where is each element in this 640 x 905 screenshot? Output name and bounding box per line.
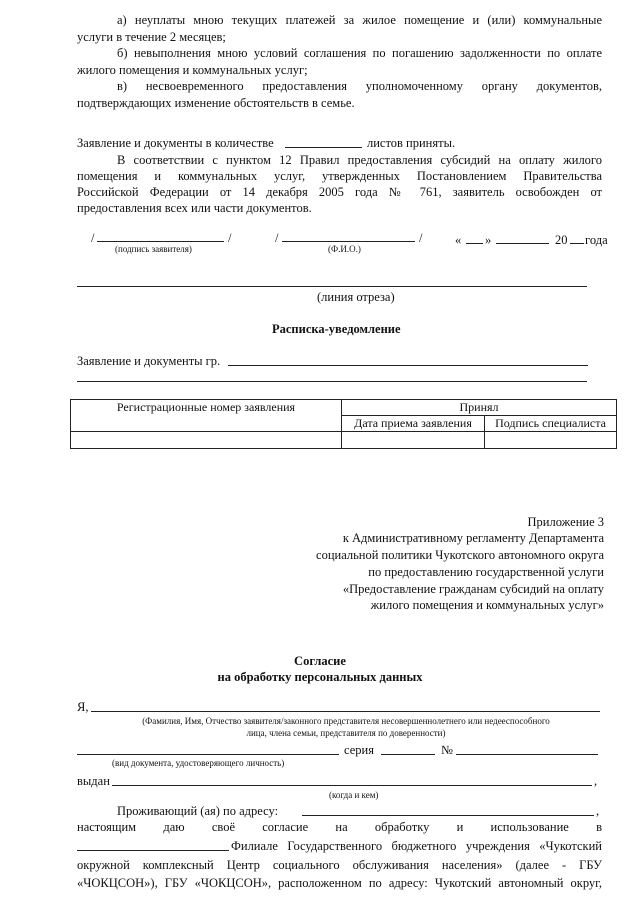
number-blank[interactable] [456, 754, 598, 755]
cut-line-label: (линия отреза) [317, 290, 395, 304]
registration-table [70, 399, 617, 449]
item-b-line1: б) невыполнения мною условий соглашения по погашению задолженности по оплате [117, 46, 602, 60]
name-slash-1: / [275, 231, 279, 245]
issued-blank[interactable] [112, 785, 592, 786]
col-date-received: Дата приема заявления [342, 416, 485, 432]
sig-slash-2: / [228, 231, 232, 245]
accepted-prefix: Заявление и документы в количестве [77, 136, 274, 150]
col-registration-number: Регистрационные номер заявления [71, 400, 342, 432]
doc-type-blank[interactable] [77, 754, 339, 755]
consent-note-line2: лица, члена семьи, представителя по доверенности) [246, 728, 446, 738]
appendix-line6: жилого помещения и коммунальных услуг» [370, 598, 604, 612]
number-label: № [441, 743, 453, 757]
series-blank[interactable] [381, 754, 435, 755]
item-b-line2: жилого помещения и коммунальных услуг; [77, 63, 308, 77]
doc-type-caption: (вид документа, удостоверяющего личность) [112, 758, 285, 768]
receipt-title: Расписка-уведомление [272, 322, 401, 336]
accepted-count-blank[interactable] [285, 147, 362, 148]
exemption-line2: помещения и коммунальных услуг, утвержденных Постановлением Правительства [77, 169, 602, 183]
col-specialist-signature: Подпись специалиста [485, 416, 617, 432]
date-close-quote: » [485, 233, 492, 247]
series-label: серия [344, 743, 374, 757]
receipt-name-blank[interactable] [228, 365, 588, 366]
appendix-line5: «Предоставление гражданам субсидий на оплату [342, 582, 604, 596]
name-slash-2: / [419, 231, 423, 245]
branch-blank[interactable] [77, 850, 229, 851]
address-blank[interactable] [302, 815, 594, 816]
year-blank[interactable] [570, 243, 584, 244]
table-row [71, 432, 617, 449]
cut-line [77, 286, 587, 287]
exemption-line3: Российской Федерации от 14 декабря 2005 года № 761, заявитель освобожден от [77, 185, 602, 199]
consent-text-line2: Филиале Государственного бюджетного учреждения «Чукотский [231, 839, 602, 853]
year-prefix: 20 [555, 233, 568, 247]
name-blank[interactable] [282, 241, 415, 242]
cell-registration-number[interactable] [71, 432, 342, 449]
consent-text-line1: настоящим даю своё согласие на обработку и использование в [77, 820, 602, 834]
appendix-line2: к Административному регламенту Департамента [342, 531, 604, 545]
col-accepted: Принял [342, 400, 617, 416]
day-blank[interactable] [466, 243, 483, 244]
consent-fullname-blank[interactable] [91, 711, 600, 712]
appendix-line1: Приложение 3 [527, 515, 604, 529]
cell-date-received[interactable] [342, 432, 485, 449]
receipt-extra-blank[interactable] [77, 381, 587, 382]
consent-note-line1: (Фамилия, Имя, Отчество заявителя/законного представителя несовершеннолетнего или недееспособного [142, 716, 550, 726]
consent-subtitle: на обработку персональных данных [217, 670, 423, 684]
address-comma: , [596, 804, 600, 818]
year-suffix: года [585, 233, 608, 247]
receipt-docs-from: Заявление и документы гр. [77, 354, 221, 368]
consent-i-prefix: Я, [77, 700, 89, 714]
consent-text-line4: «ЧОКЦСОН»), ГБУ «ЧОКЦСОН», расположенном по адресу: Чукотский автономный округ, [77, 876, 602, 890]
appendix-line4: по предоставлению государственной услуги [368, 565, 604, 579]
exemption-line4: предоставления всех или части документов. [77, 201, 312, 215]
consent-title: Согласие [294, 654, 346, 668]
month-blank[interactable] [496, 243, 549, 244]
caption-signature: (подпись заявителя) [115, 244, 192, 254]
cell-specialist-signature[interactable] [485, 432, 617, 449]
consent-text-line3: окружной комплексный Центр социального обслуживания населения» (далее - ГБУ [77, 858, 602, 872]
caption-name: (Ф.И.О.) [328, 244, 361, 254]
item-a-line2: услуги в течение 2 месяцев; [77, 30, 226, 44]
item-c-line1: в) несвоевременного предоставления уполномоченному органу документов, [117, 79, 602, 93]
living-label: Проживающий (ая) по адресу: [117, 804, 279, 818]
issued-caption: (когда и кем) [329, 790, 379, 800]
accepted-suffix: листов приняты. [367, 136, 456, 150]
issued-comma: , [594, 774, 598, 788]
item-c-line2: подтверждающих изменение обстоятельств в семье. [77, 96, 355, 110]
item-a-line1: а) неуплаты мною текущих платежей за жилое помещение и (или) коммунальные [117, 13, 602, 27]
signature-blank[interactable] [97, 241, 224, 242]
sig-slash-1: / [91, 231, 95, 245]
appendix-line3: социальной политики Чукотского автономного округа [316, 548, 604, 562]
date-open-quote: « [455, 233, 462, 247]
exemption-line1: В соответствии с пунктом 12 Правил предоставления субсидий на оплату жилого [117, 153, 602, 167]
issued-label: выдан [77, 774, 110, 788]
